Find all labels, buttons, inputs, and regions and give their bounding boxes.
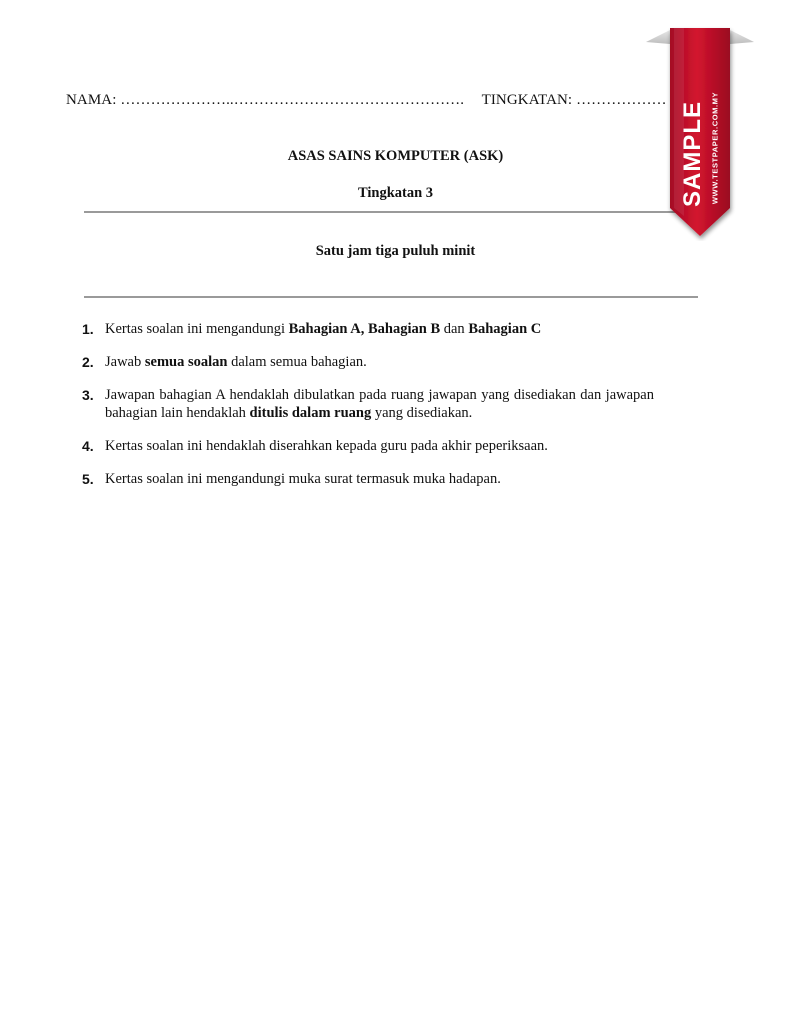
form-level: Tingkatan 3 — [357, 185, 434, 201]
instruction-number: 5. — [82, 471, 94, 487]
instruction-number: 4. — [82, 438, 94, 454]
divider-bottom — [84, 296, 698, 298]
instruction-text: dan — [440, 321, 469, 337]
instruction-emphasis: semua soalan — [144, 354, 228, 370]
name-field[interactable]: …………………..………………………………………. — [120, 92, 465, 108]
instruction-text: Kertas soalan ini mengandungi muka surat termasuk muka hadapan. — [105, 471, 501, 487]
instruction-item — [82, 386, 654, 422]
instruction-emphasis: Bahagian A, Bahagian B — [288, 321, 441, 337]
instruction-text: yang disediakan. — [371, 405, 473, 421]
divider-top — [84, 211, 698, 213]
instruction-number: 2. — [82, 354, 94, 370]
form-field[interactable]: ……………… — [576, 92, 667, 108]
exam-duration: Satu jam tiga puluh minit — [315, 243, 476, 259]
instruction-item — [82, 470, 654, 488]
instruction-item — [82, 353, 654, 371]
instruction-number: 1. — [82, 321, 94, 337]
name-label: NAMA: — [66, 92, 117, 108]
student-info-line — [66, 92, 667, 109]
instruction-text: Jawapan bahagian A hendaklah dibulatkan pada ruang jawapan yang disediakan dan jawapan bahagian lain hendaklah — [105, 387, 654, 421]
instruction-item — [82, 320, 654, 338]
form-label: TINGKATAN: — [481, 92, 573, 108]
stamp-label: SAMPLE — [679, 100, 706, 208]
instruction-item — [82, 437, 654, 455]
instruction-text: Kertas soalan ini mengandungi — [105, 321, 289, 337]
instruction-emphasis: ditulis dalam ruang — [249, 405, 372, 421]
instruction-text: dalam semua bahagian. — [227, 354, 367, 370]
instruction-text: Jawab — [105, 354, 145, 370]
sample-ribbon-stamp — [644, 26, 756, 241]
stamp-url: WWW.TESTPAPER.COM.MY — [710, 91, 720, 205]
instruction-list — [82, 320, 654, 503]
instruction-text: Kertas soalan ini hendaklah diserahkan kepada guru pada akhir peperiksaan. — [105, 438, 548, 454]
instruction-emphasis: Bahagian C — [468, 321, 542, 337]
instruction-number: 3. — [82, 387, 94, 403]
subject-title: ASAS SAINS KOMPUTER (ASK) — [287, 148, 504, 164]
